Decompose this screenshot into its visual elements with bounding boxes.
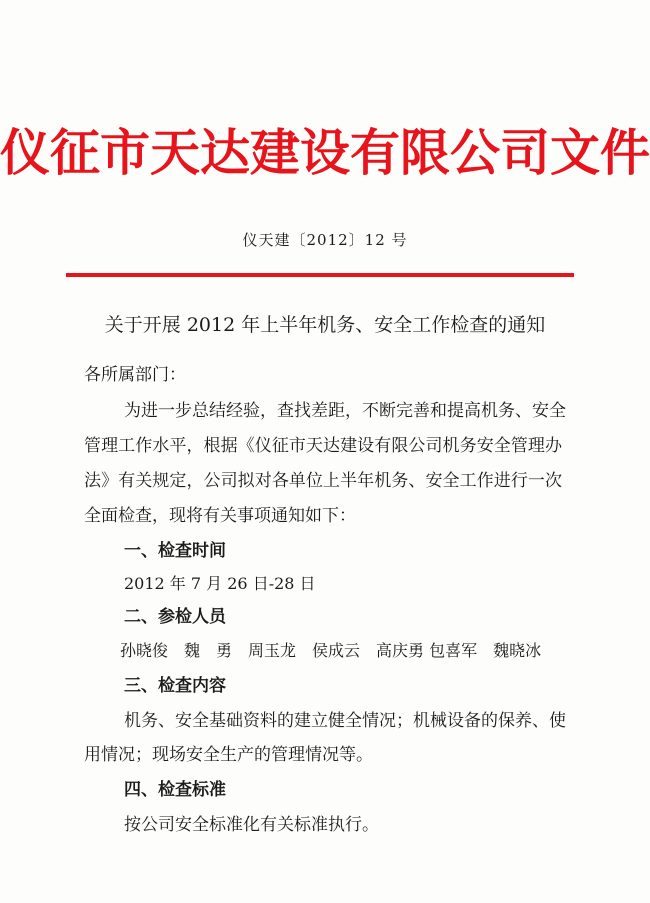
intro-line: 管理工作水平，根据《仪征市天达建设有限公司机务安全管理办 [84,436,562,456]
addressee: 各所属部门： [84,365,186,385]
participants-list: 孙晓俊 魏 勇 周玉龙 侯成云 高庆勇 包喜军 魏晓冰 [120,641,542,660]
section-heading: 一、检查时间 [124,541,226,561]
section-body-line: 用情况；现场安全生产的管理情况等。 [84,745,373,765]
section-heading: 二、参检人员 [124,607,226,627]
section-heading: 四、检查标准 [124,780,226,800]
intro-line: 全面检查，现将有关事项通知如下： [84,506,356,526]
section-body-line: 2012 年 7 月 26 日-28 日 [124,574,316,593]
intro-line: 为进一步总结经验，查找差距，不断完善和提高机务、安全 [124,401,566,421]
red-masthead-title: 仪征市天达建设有限公司文件 [0,123,650,182]
section-heading: 三、检查内容 [124,676,226,696]
red-divider-line [66,273,574,277]
intro-line: 法》有关规定，公司拟对各单位上半年机务、安全工作进行一次 [84,471,562,491]
section-body-line: 按公司安全标准化有关标准执行。 [124,815,379,835]
notice-title: 关于开展 2012 年上半年机务、安全工作检查的通知 [104,314,546,336]
section-body-line: 机务、安全基础资料的建立健全情况；机械设备的保养、使 [124,711,566,731]
document-number: 仪天建〔2012〕12 号 [242,231,408,249]
